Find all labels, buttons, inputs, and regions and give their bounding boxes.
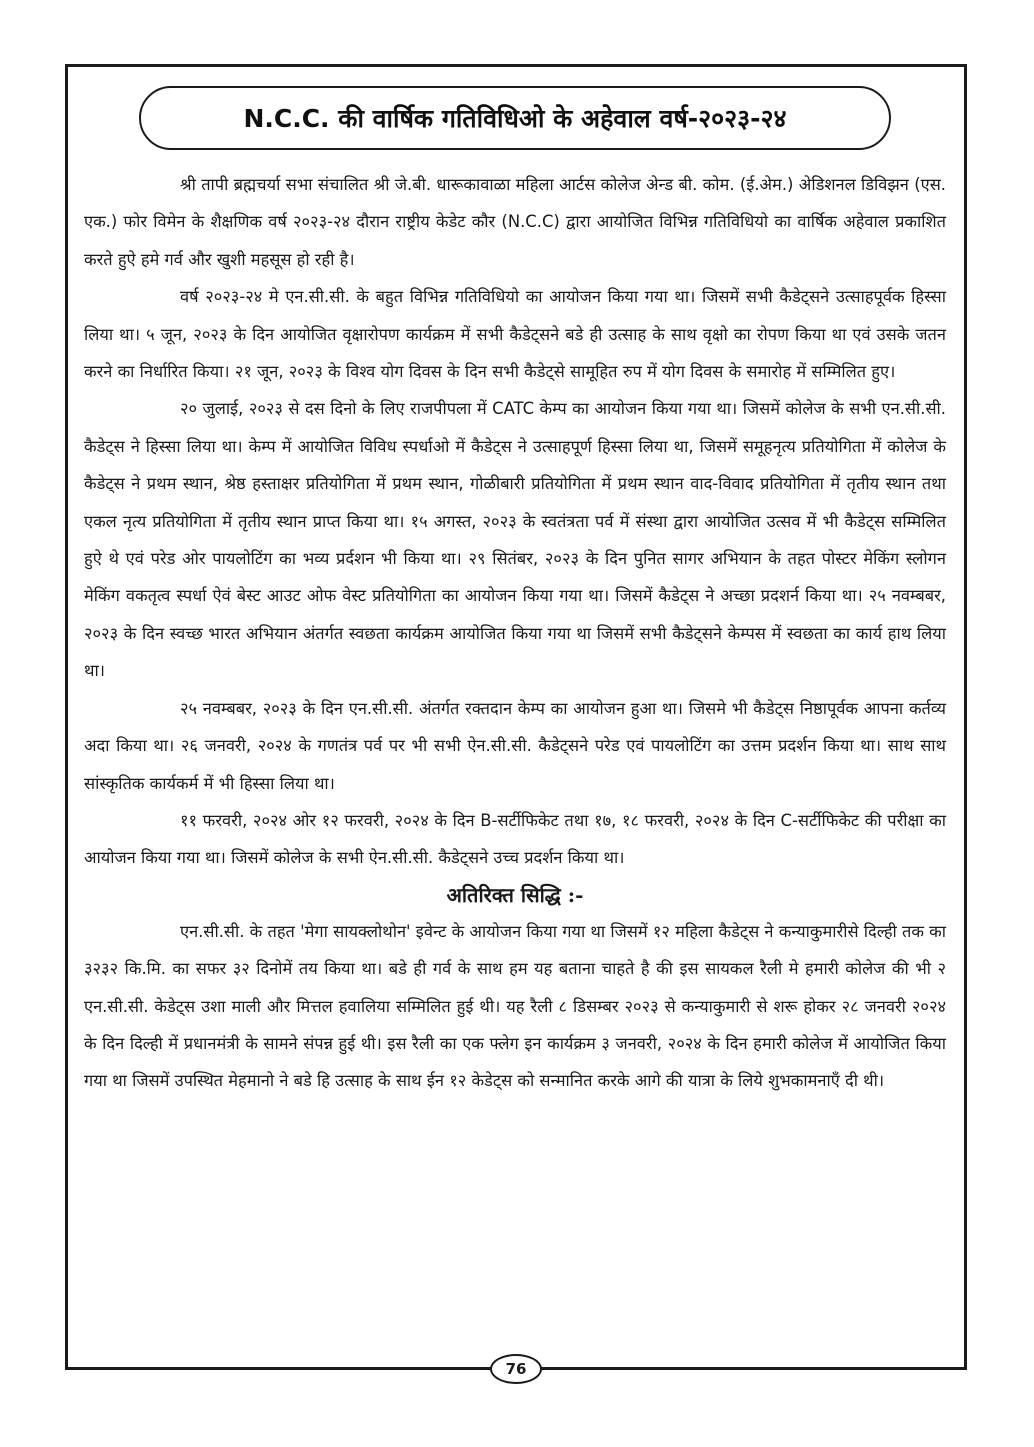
- paragraph-blood-donation: २५ नवम्बबर, २०२३ के दिन एन.सी.सी. अंतर्गत रक्तदान केम्प का आयोजन हुआ था। जिसमे भी कैडेट्स निष्ठापूर्वक आपना कर्तव्य अदा किया था। २६ जनवरी, २०२४ के गणतंत्र पर्व पर भी सभी ऐन.सी.सी. कैडेट्सने परेड एवं पायलोटिंग का उत्तम प्रदर्शन किया था। साथ साथ सांस्कृतिक कार्यकर्म में भी हिस्सा लिया था।: [84, 698, 946, 793]
- page-number: 76: [490, 1354, 542, 1384]
- paragraph-catc-camp: २० जुलाई, २०२३ से दस दिनो के लिए राजपीपला में CATC केम्प का आयोजन किया गया था। जिसमें कोलेज के सभी एन.सी.सी. कैडेट्स ने हिस्सा लिया था। केम्प में आयोजित विविध स्पर्धाओ में कैडेट्स ने उत्साहपूर्ण हिस्सा लिया था, जिसमें समूहनृत्य प्रतियोगिता में कोलेज के कैडेट्स ने प्रथम स्थान, श्रेष्ठ हस्ताक्षर प्रतियोगिता में प्रथम स्थान, गोळीबारी प्रतियोगिता में प्रथम स्थान वाद-विवाद प्रतियोगिता में तृतीय स्थान तथा एकल नृत्य प्रतियोगिता में तृतीय स्थान प्राप्त किया था। १५ अगस्त, २०२३ के स्वतंत्रता पर्व में संस्था द्वारा आयोजित उत्सव में भी कैडेट्स सम्मिलित हुऐ थे एवं परेड ओर पायलोटिंग का भव्य प्रर्दशन भी किया था। २९ सितंबर, २०२३ के दिन पुनित सागर अभियान के तहत पोस्टर मेकिंग स्लोगन मेकिंग वकतृत्व स्पर्धा ऐवं बेस्ट आउट ओफ वेस्ट प्रतियोगिता का आयोजन किया गया था। जिसमें कैडेट्स ने अच्छा प्रदशर्न किया था। २५ नवम्बबर, २०२३ के दिन स्वच्छ भारत अभियान अंतर्गत स्वछता कार्यक्रम आयोजित किया गया था जिसमें सभी कैडेट्सने केम्पस में स्वछता का कार्य हाथ लिया था।: [84, 399, 946, 681]
- paragraph-certificates: ११ फरवरी, २०२४ ओर १२ फरवरी, २०२४ के दिन B-सर्टीफिकेट तथा १७, १८ फरवरी, २०२४ के दिन C-सर्टीफिकेट की परीक्षा का आयोजन किया गया था। जिसमें कोलेज के सभी ऐन.सी.सी. कैडेट्सने उच्च प्रदर्शन किया था।: [84, 810, 946, 868]
- title-banner: [139, 86, 891, 150]
- document-body: [84, 166, 946, 1100]
- paragraph-cyclothon: एन.सी.सी. के तहत 'मेगा सायक्लोथोन' इवेन्ट के आयोजन किया गया था जिसमें १२ महिला कैडेट्स ने कन्याकुमारीसे दिल्ही तक का ३२३२ कि.मि. का सफर ३२ दिनोमें तय किया था। बडे ही गर्व के साथ हम यह बताना चाहते है की इस सायकल रैली मे हमारी कोलेज की भी २ एन.सी.सी. केडेट्स उशा माली और मित्तल हवालिया सम्मिलित हुई थी। यह रैली ८ डिसम्बर २०२३ से कन्याकुमारी से शरू होकर २८ जनवरी २०२४ के दिन दिल्ही में प्रधानमंत्री के सामने संपन्न हुई थी। इस रैली का एक फ्लेग इन कार्यक्रम ३ जनवरी, २०२४ के दिन हमारी कोलेज में आयोजित किया गया था जिसमें उपस्थित मेहमानो ने बडे हि उत्साह के साथ ईन १२ केडेट्स को सन्मानित करके आगे की यात्रा के लिये शुभकामनाएँ दी थी।: [84, 921, 946, 1091]
- paragraph-activities-2023: वर्ष २०२३-२४ मे एन.सी.सी. के बहुत विभिन्न गतिविधियो का आयोजन किया गया था। जिसमें सभी कैडेट्सने उत्साहपूर्वक हिस्सा लिया था। ५ जून, २०२३ के दिन आयोजित वृक्षारोपण कार्यक्रम में सभी कैडेट्सने बडे ही उत्साह के साथ वृक्षो का रोपण किया था एवं उसके जतन करने का निर्धारित किया। २१ जून, २०२३ के विश्व योग दिवस के दिन सभी कैडेट्से सामूहित रुप में योग दिवस के समारोह में सम्मिलित हुए।: [84, 287, 946, 382]
- section-heading-achievement: अतिरिक्त सिद्धि :-: [446, 882, 584, 907]
- page-title: N.C.C. की वार्षिक गतिविधिओ के अहेवाल वर्ष-२०२३-२४: [243, 104, 787, 133]
- paragraph-intro: श्री तापी ब्रह्मचर्या सभा संचालित श्री जे.बी. धारूकावाळा महिला आर्टस कोलेज अेन्ड बी. कोम. (ई.अेम.) अेडिशनल डिविझन (एस. एक.) फोर विमेन के शैक्षणिक वर्ष २०२३-२४ दौरान राष्ट्रीय केडेट कौर (N.C.C) द्वारा आयोजित विभिन्न गतिविधियो का वार्षिक अहेवाल प्रकाशित करते हुऐ हमे गर्व और खुशी महसूस हो रही है।: [84, 175, 946, 269]
